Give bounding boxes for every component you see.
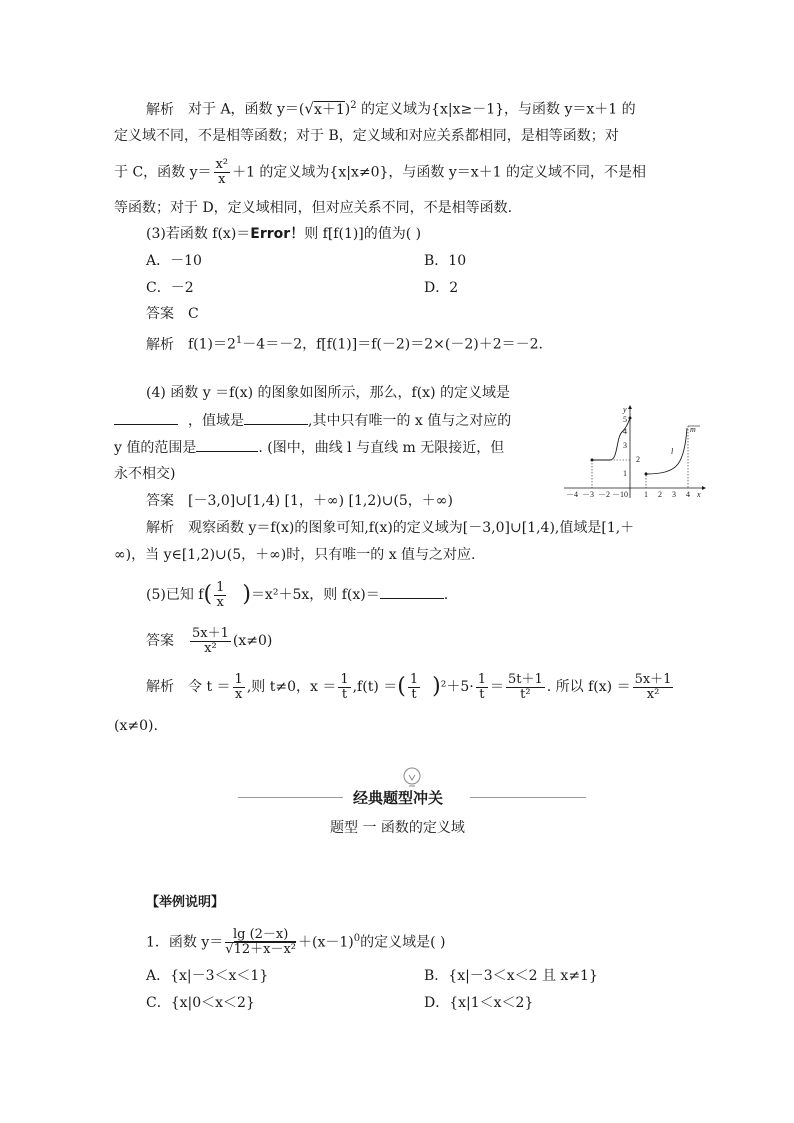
answer-label: 答案: [146, 633, 174, 649]
answer-fraction: $\frac{5x+1}{\text{x²}}$: [192, 625, 229, 656]
option-b: B．10: [424, 253, 467, 269]
solution-label: 解析: [146, 101, 174, 118]
solution-label: 解析: [146, 520, 174, 536]
curve-label-l: l: [671, 447, 674, 456]
lightbulb-icon: [401, 766, 423, 790]
x-tick-label: 0: [624, 490, 628, 499]
y-tick-label: 5: [623, 415, 627, 424]
error-text: Error！: [250, 226, 305, 242]
x-axis-arrow: [702, 486, 706, 490]
blank-fx: [380, 584, 444, 599]
option-c: C．{x|0＜x＜2}: [146, 995, 255, 1011]
section-rule-right: [470, 797, 586, 798]
fraction-x2-over-x: $\frac{\text{x²}}{x}$: [215, 157, 229, 187]
line-label-m: m: [690, 425, 696, 434]
answer-label: 答案: [146, 306, 174, 322]
option-c: C．－2: [146, 280, 194, 296]
x-tick-label: 2: [658, 490, 662, 499]
q1-fraction: $\frac{\lg (2-x)}{\text{√12＋x－x²}}$: [225, 927, 296, 958]
sqrt-sign: √: [304, 99, 314, 118]
section-title: 经典题型冲关: [353, 789, 444, 807]
x-tick-label: 4: [686, 490, 690, 499]
x-tick-label: －3: [582, 490, 594, 499]
example-heading: 【举例说明】: [146, 895, 225, 910]
option-a: A．{x|－3＜x＜1}: [146, 968, 269, 984]
option-d: D．{x|1＜x＜2}: [424, 995, 534, 1011]
answer-label: 答案: [146, 493, 174, 509]
y-axis-arrow: [628, 405, 632, 409]
solution-label: 解析: [146, 679, 174, 695]
section-subtitle: 题型 一 函数的定义域: [330, 820, 465, 836]
graph-curve-left: [592, 418, 630, 460]
x-axis-label: x: [697, 490, 701, 499]
blank-domain: [114, 410, 178, 425]
blank-y-range: [196, 437, 258, 452]
x-tick-label: 3: [672, 490, 676, 499]
y-tick-label: 4: [623, 427, 627, 436]
x-tick-label: －2: [598, 490, 610, 499]
x-tick-label: －1: [612, 490, 624, 499]
y-tick-label: 1: [623, 469, 627, 478]
blank-range: [244, 410, 308, 425]
option-b: B．{x|－3＜x＜2 且 x≠1}: [424, 968, 598, 984]
y-tick-label: 3: [623, 441, 627, 450]
y-tick-label: 2: [636, 455, 640, 464]
x-tick-label: 1: [644, 490, 648, 499]
y-axis-label: y: [623, 405, 627, 414]
answer-value: [－3,0]∪[1,4) [1，＋∞) [1,2)∪(5，＋∞): [188, 493, 453, 509]
graph-point: [629, 417, 632, 420]
option-a: A．－10: [146, 253, 202, 269]
graph-curve-l: [646, 428, 687, 474]
answer-value: C: [188, 306, 199, 322]
solution-label: 解析: [146, 336, 174, 353]
x-tick-label: －4: [566, 490, 578, 499]
function-graph: [560, 402, 710, 502]
option-d: D．2: [424, 280, 459, 296]
section-rule-left: [238, 797, 343, 798]
